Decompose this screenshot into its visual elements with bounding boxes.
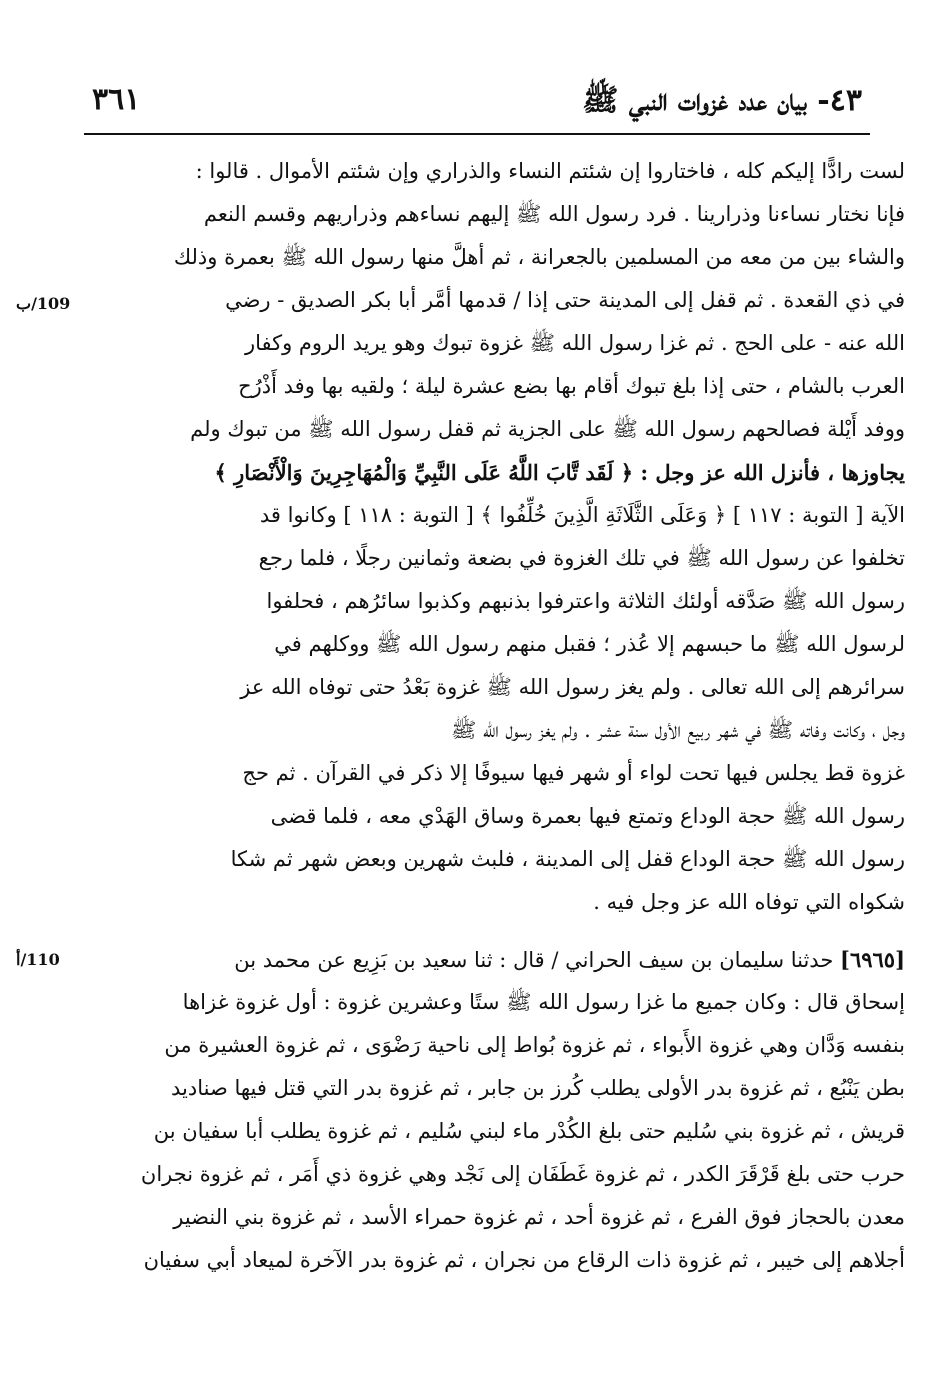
text-line: تخلفوا عن رسول الله ﷺ في تلك الغزوة في بضعة وثمانين رجلًا ، فلما رجع — [258, 546, 905, 570]
margin-folio-note: 109/ب — [16, 294, 71, 313]
text-line: فإنا نختار نساءنا وذرارينا . فرد رسول الله ﷺ إليهم نساءهم وذراريهم وقسم النعم — [203, 202, 905, 226]
text-line: إسحاق قال : وكان جميع ما غزا رسول الله ﷺ ستًا وعشرين غزوة : أول غزوة غزاها — [182, 990, 905, 1014]
text-line: والشاء بين من معه من المسلمين بالجعرانة ، ثم أهلَّ منها رسول الله ﷺ بعمرة وذلك — [173, 245, 905, 269]
quran-verse-line: يجاوزها ، فأنزل الله عز وجل : ﴿ لَقَد تَّابَ اللَّهُ عَلَى النَّبِيِّ وَالْمُهَاجِرِينَ وَالْأَنْصَارِ ﴾ — [214, 460, 905, 485]
hadith-first-line — [100, 938, 905, 981]
text-line: غزوة قط يجلس فيها تحت لواء أو شهر فيها سيوفًا إلا ذكر في القرآن . ثم حج — [242, 761, 905, 785]
page-header — [84, 78, 862, 128]
text-line: لست رادًّا إليكم كله ، فاختاروا إن شئتم النساء والذراري وإن شئتم الأموال . قالوا : — [195, 159, 905, 183]
main-text — [100, 150, 905, 1282]
text-line: أجلاهم إلى خيبر ، ثم غزوة ذات الرقاع من نجران ، ثم غزوة بدر الآخرة لميعاد أبي سفيان — [143, 1248, 905, 1272]
text-line: في ذي القعدة . ثم قفل إلى المدينة حتى إذا / قدمها أمَّر أبا بكر الصديق - رضي — [225, 288, 905, 312]
hadith-isnad: حدثنا سليمان بن سيف الحراني / قال : ثنا سعيد بن بَزِيع عن محمد بن — [234, 948, 834, 972]
paragraph-gap — [100, 924, 905, 938]
text-line: الله عنه - على الحج . ثم غزا رسول الله ﷺ غزوة تبوك وهو يريد الروم وكفار — [244, 331, 905, 355]
text-line: سرائرهم إلى الله تعالى . ولم يغز رسول الله ﷺ غزوة بَعْدُ حتى توفاه الله عز — [240, 675, 905, 699]
hadith-number: [٦٩٦٥] — [840, 947, 905, 972]
text-line: رسول الله ﷺ حجة الوداع وتمتع فيها بعمرة وساق الهَدْي معه ، فلما قضى — [270, 804, 905, 828]
text-line: الآية [ التوبة : ١١٧ ] ﴿ وَعَلَى الثَّلَاثَةِ الَّذِينَ خُلِّفُوا ﴾ [ التوبة : ١١٨ ] وكانوا قد — [259, 503, 905, 527]
text-line: رسول الله ﷺ حجة الوداع قفل إلى المدينة ، فلبث شهرين وبعض شهر ثم شكا — [230, 847, 905, 871]
page-number: ٣٦١ — [92, 82, 141, 117]
text-line: رسول الله ﷺ صَدَّقه أولئك الثلاثة واعترفوا بذنبهم وكذبوا سائرُهم ، فحلفوا — [266, 589, 905, 613]
text-line: شكواه التي توفاه الله عز وجل فيه . — [593, 890, 905, 914]
text-line: معدن بالحجاز فوق الفرع ، ثم غزوة أحد ، ثم غزوة حمراء الأسد ، ثم غزوة بني النضير — [173, 1205, 905, 1229]
text-line: العرب بالشام ، حتى إذا بلغ تبوك أقام بها بضع عشرة ليلة ؛ ولقيه بها وفد أَذْرُح — [238, 374, 905, 398]
margin-folio-note: 110/أ — [16, 950, 60, 969]
header-divider — [84, 133, 870, 135]
text-line: لرسول الله ﷺ ما حبسهم إلا عُذر ؛ فقبل منهم رسول الله ﷺ ووكلهم في — [274, 632, 905, 656]
text-line: بنفسه وَدَّان وهي غزوة الأَبواء ، ثم غزوة بُواط إلى ناحية رَضْوَى ، ثم غزوة العشيرة من — [164, 1033, 905, 1057]
chapter-title: ٤٣- بيان عدد غزوات النبي ﷺ — [582, 83, 862, 118]
text-line: حرب حتى بلغ قَرْقَرَ الكدر ، ثم غزوة غَطَفَان إلى نَجْد وهي غزوة ذي أَمَر ، ثم غزوة نجران — [140, 1162, 905, 1186]
text-line: قريش ، ثم غزوة بني سُليم حتى بلغ الكُدْر ماء لبني سُليم ، ثم غزوة يطلب أبا سفيان بن — [153, 1119, 905, 1143]
text-line: ووفد أَيْلة فصالحهم رسول الله ﷺ على الجزية ثم قفل رسول الله ﷺ من تبوك ولم — [190, 417, 905, 441]
text-line: وجل ، وكانت وفاته ﷺ في شهر ربيع الأول سنة عشر . ولم يغز رسول الله ﷺ — [451, 718, 905, 742]
text-line: بطن يَنْبُع ، ثم غزوة بدر الأولى يطلب كُرز بن جابر ، ثم غزوة بدر التي قتل فيها صناديد — [170, 1076, 905, 1100]
